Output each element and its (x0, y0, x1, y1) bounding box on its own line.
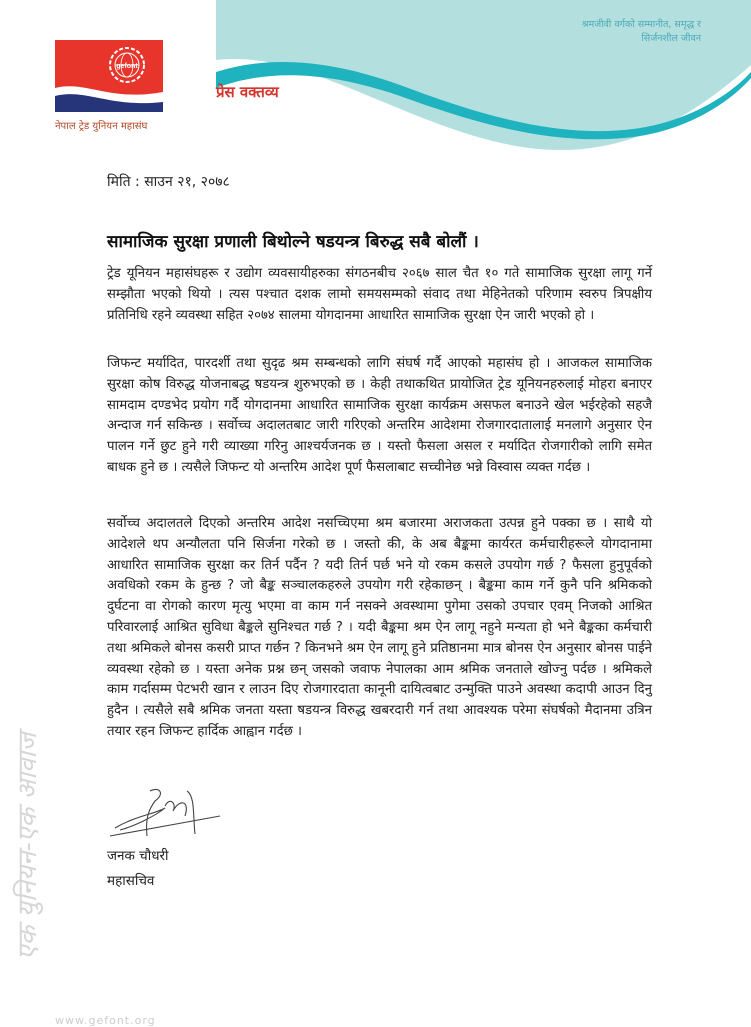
signer-title: महासचिव (107, 873, 155, 889)
paragraph-3: सर्वोच्च अदालतले दिएको अन्तरिम आदेश नसच्चिएमा श्रम बजारमा अराजकता उत्पन्न हुने पक्का छ । साथै यो आदेशले थप अन्यौलता पनि सिर्जना गरेको छ । जस्तो की, के अब बैङ्कमा कार्यरत कर्मचारीहरूले योगदानामा आधारित सामाजिक सुरक्षा कर तिर्न पर्दैन ? यदी तिर्न पर्छ भने यो रकम कसले उपयोग गर्छ ? फैसला हुनुपूर्वको अवधिको रकम के हुन्छ ? जो बैङ्क सञ्चालकहरुले उपयोग गरी रहेकाछन् । बैङ्कमा काम गर्ने कुनै पनि श्रमिकको दुर्घटना वा रोगको कारण मृत्यु भएमा वा काम गर्न नसक्ने अवस्थामा पुगेमा उसको उपचार एवम् निजको आश्रित परिवारलाई आश्रित सुविधा बैङ्कले सुनिश्चत गर्छ ? । यदी बैङ्कमा श्रम ऐन लागू नहुने मन्यता हो भने बैङ्कका कर्मचारी तथा श्रमिकले बोनस कसरी प्राप्त गर्छन ? किनभने श्रम ऐन लागू हुने प्रतिष्ठानमा मात्र बोनस ऐन अनुसार बोनस पाईने व्यवस्था रहेको छ । यस्ता अनेक प्रश्न छन् जसको जवाफ नेपालका आम श्रमिक जनताले खोज्नु पर्दछ । श्रमिकले काम गर्दासम्म पेटभरी खान र लाउन दिए रोजगारदाता कानूनी दायित्वबाट उन्मुक्ति पाउने अवस्था कदापी आउन दिनु हुदैन । त्यसैले सबै श्रमिक जनता यस्ता षडयन्त्र विरुद्ध खबरदारी गर्न तथा आवश्यक परेमा संघर्षको मैदानमा उत्रिन तयार रहन जिफन्ट हार्दिक आह्वान गर्दछ । (107, 516, 652, 739)
svg-text:gefont: gefont (116, 63, 138, 70)
paragraph-2: जिफन्ट मर्यादित, पारदर्शी तथा सुदृढ श्रम सम्बन्धको लागि संघर्ष गर्दै आएको महासंघ हो । आजकल सामाजिक सुरक्षा कोष विरुद्ध योजनाबद्ध षडयन्त्र शुरुभएको छ । केही तथाकथित प्रायोजित ट्रेड यूनियनहरुलाई मोहरा बनाएर सामदाम दण्डभेद प्रयोग गर्दै योगदानमा आधारित सामाजिक सुरक्षा कार्यक्रम असफल बनाउने खेल भईरहेको सहजै अन्दाज गर्न सकिन्छ । सर्वोच्च अदालतबाट जारी गरिएको अन्तरिम आदेशमा रोजगारदातालाई मनलागे अनुसार ऐन पालन गर्ने छुट हुने गरी व्याख्या गरिनु आश्चर्यजनक छ । यस्तो फैसला असल र मर्यादित रोजगारीको लागि समेत बाधक हुने छ । त्यसैले जिफन्ट यो अन्तरिम आदेश पूर्ण फैसलाबाट सच्चीनेछ भन्ने विस्वास व्यक्त गर्दछ । (107, 356, 652, 475)
tagline-line-1: श्रमजीवी वर्गको सम्मानीत, समृद्ध र (581, 19, 701, 30)
signer-name: जनक चौधरी (107, 848, 169, 864)
header-tagline (582, 18, 701, 46)
document-type-heading: प्रेस वक्तव्य (216, 83, 279, 101)
document-date: मिति : साउन २१, २०७८ (107, 174, 230, 190)
document-title: सामाजिक सुरक्षा प्रणाली बिथोल्ने षडयन्त्र बिरुद्ध सबै बोलौं । (107, 232, 479, 252)
paragraph-1: ट्रेड यूनियन महासंघहरू र उद्योग व्यवसायीहरुका संगठनबीच २०६७ साल चैत १० गते सामाजिक सुरक्षा लागू गर्ने सम्झौता भएको थियो । त्यस पश्चात दशक लामो समयसम्मको संवाद तथा मेहिनेतको परिणाम स्वरुप त्रिपक्षीय प्रतिनिधि रहने व्यवस्था सहित २०७४ सालमा योगदानमा आधारित सामाजिक सुरक्षा ऐन जारी भएको हो । (107, 266, 652, 323)
org-name: नेपाल ट्रेड युनियन महासंघ (55, 121, 148, 132)
footer-website: www.gefont.org (55, 1014, 156, 1027)
gefont-logo (55, 40, 163, 112)
signature (105, 786, 225, 841)
tagline-line-2: सिर्जनशील जीवन (641, 33, 701, 44)
slogan-watermark: एक युनियन-एक आवाज (13, 732, 43, 960)
